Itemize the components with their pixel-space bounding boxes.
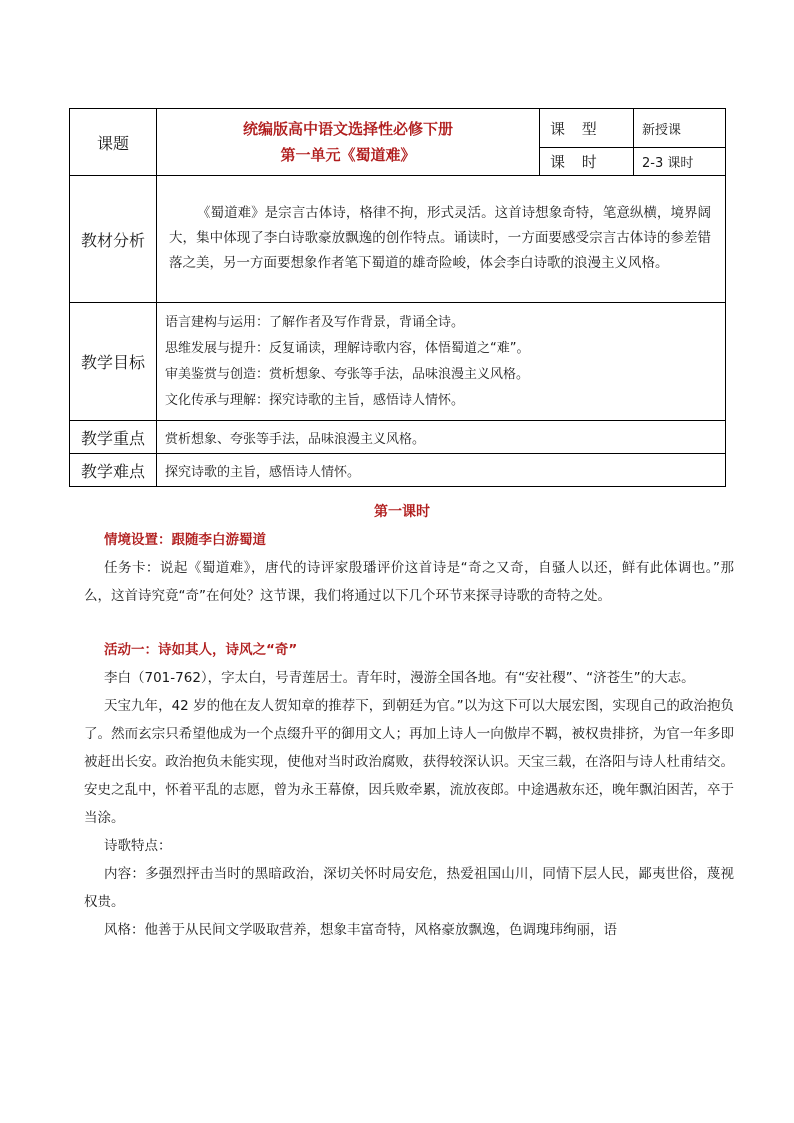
analysis-paragraph: 《蜀道难》是宗言古体诗，格律不拘，形式灵活。这首诗想象奇特，笔意纵横，境界阔大，集中体现了李白诗歌豪放飘逸的创作特点。诵读时，一方面要感受宗言古体诗的参差错落之美，另一方面要想象作者笔下蜀道的雄奇险峻，体会李白诗歌的浪漫主义风格。	[169, 204, 711, 271]
lesson-hours-label: 课 时	[540, 148, 634, 176]
topic-label: 课题	[70, 109, 157, 176]
scenario-heading: 情境设置：跟随李白游蜀道	[104, 532, 266, 548]
lesson-hours-value: 2-3 课时	[634, 148, 726, 176]
analysis-text	[157, 176, 726, 303]
difficult-point-text: 探究诗歌的主旨，感悟诗人情怀。	[157, 454, 726, 487]
lesson-title-line2: 第一单元《蜀道难》	[280, 146, 416, 164]
lesson-info-table	[69, 108, 726, 487]
goal-item: 审美鉴赏与创造：赏析想象、夸张等手法，品味浪漫主义风格。	[165, 366, 530, 382]
difficult-point-label: 教学难点	[70, 454, 157, 487]
lesson-type-label: 课 型	[540, 109, 634, 148]
features-label: 诗歌特点：	[104, 838, 172, 854]
lesson-type-value: 新授课	[634, 109, 726, 148]
bio-paragraph-2: 天宝九年，42 岁的他在友人贺知章的推荐下，到朝廷为官。”以为这下可以大展宏图，实现自己的政治抱负了。然而玄宗只希望他成为一个点缀升平的御用文人；再加上诗人一向傲岸不羁，被权贵排挤，为官一年多即被赶出长安。政治抱负未能实现，使他对当时政治腐败，获得较深认识。天宝三载，在洛阳与诗人杜甫结交。安史之乱中，怀着平乱的志愿，曾为永王幕僚，因兵败牵累，流放夜郎。中途遇赦东还，晚年飘泊困苦，卒于当涂。	[84, 698, 734, 826]
goals-list	[157, 303, 726, 421]
style-feature-text: 风格：他善于从民间文学吸取营养，想象丰富奇特，风格豪放飘逸，色调瑰玮绚丽，语	[104, 922, 617, 938]
section-title: 第一课时	[374, 504, 430, 520]
analysis-label: 教材分析	[70, 176, 157, 303]
goal-item: 思维发展与提升：反复诵读，理解诗歌内容，体悟蜀道之“难”。	[165, 340, 530, 356]
goal-item: 文化传承与理解：探究诗歌的主旨，感悟诗人情怀。	[165, 392, 465, 408]
lesson-body	[84, 498, 734, 944]
lesson-title	[157, 109, 540, 176]
key-point-label: 教学重点	[70, 421, 157, 454]
goals-label: 教学目标	[70, 303, 157, 421]
lesson-title-line1: 统编版高中语文选择性必修下册	[242, 120, 453, 138]
bio-paragraph-1: 李白（701-762），字太白，号青莲居士。青年时，漫游全国各地。有“安社稷”、“济苍生”的大志。	[104, 670, 695, 686]
activity1-heading: 活动一：诗如其人，诗风之“奇”	[104, 642, 298, 658]
task-card-text: 任务卡：说起《蜀道难》，唐代的诗评家殷璠评价这首诗是“奇之又奇，自骚人以还，鲜有此体调也。”那么，这首诗究竟“奇”在何处？这节课，我们将通过以下几个环节来探寻诗歌的奇特之处。	[84, 560, 734, 604]
goal-item: 语言建构与运用：了解作者及写作背景，背诵全诗。	[165, 314, 465, 330]
key-point-text: 赏析想象、夸张等手法，品味浪漫主义风格。	[157, 421, 726, 454]
content-feature-text: 内容：多强烈抨击当时的黑暗政治，深切关怀时局安危，热爱祖国山川，同情下层人民，鄙夷世俗，蔑视权贵。	[84, 866, 734, 910]
